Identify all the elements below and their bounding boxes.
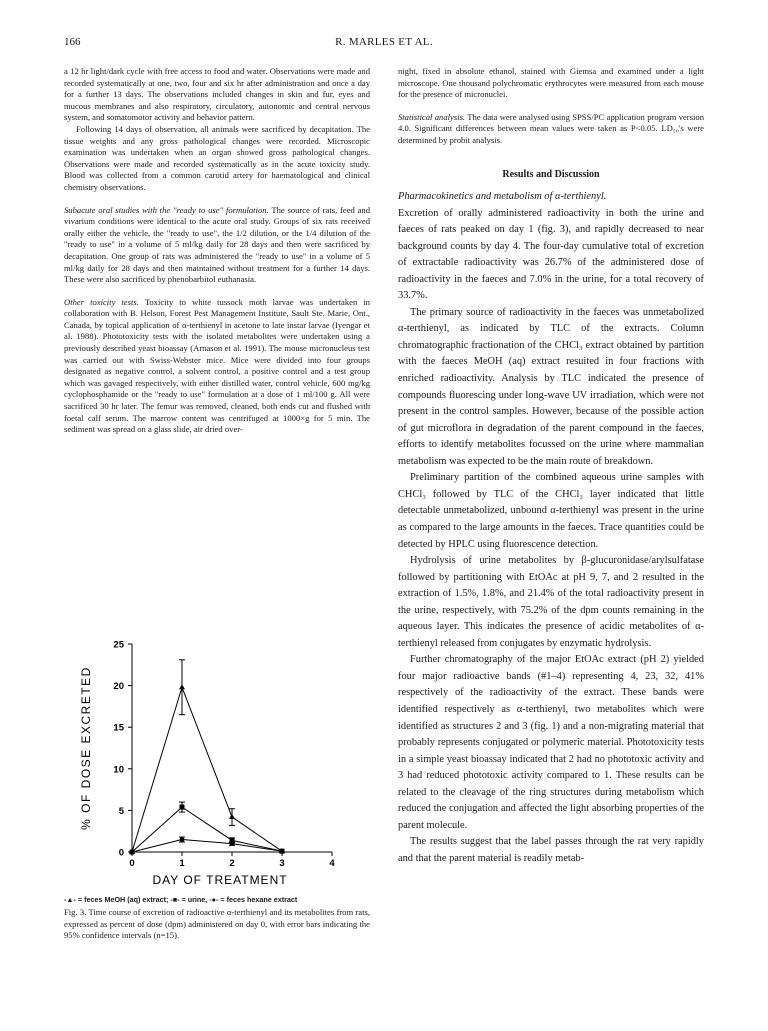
figure-3: [70, 630, 370, 890]
body-paragraph-6: The results suggest that the label passes through the rat very rapidly and that the parent material is readily metab-: [398, 836, 704, 864]
y-tick-label: 0: [118, 847, 124, 859]
x-tick-label: 2: [229, 858, 235, 869]
data-point-triangle: [179, 684, 185, 689]
other-tests-heading: Other toxicity tests.: [64, 296, 139, 307]
data-point-circle: [180, 837, 185, 842]
body-paragraph-2: The primary source of radioactivity in the faeces was unmetabolized α-terthienyl, as indicated by TLC of the extracts. Column chromatographic fractionation of the CHCl₃ extract obtained by partition with the faeces MeOH (aq) extract resuited in four fractions with enriched radioactivity. Analysis by TLC indicated the presence of compounds fluorescing under long-wave UV irradiation, which were not present in the control samples. However, because of the possible action of gut microflora in degradation of the parent compound in the faeces, efforts to identify metabolites focussed on the urine where mammalian metabolism was expected to be the main route of breakdown.: [398, 306, 704, 467]
data-point-triangle: [229, 814, 235, 819]
left-column: [64, 66, 370, 436]
right-paragraph-2: [398, 112, 704, 147]
x-tick-label: 0: [129, 858, 135, 869]
figure-legend: -▲- = feces MeOH (aq) extract; -■- = urine, -●- = feces hexane extract: [64, 895, 298, 904]
series-line-triangle: [132, 687, 282, 852]
series-line-circle: [132, 840, 282, 852]
y-tick-label: 15: [113, 722, 124, 734]
data-point-circle: [230, 841, 235, 846]
data-point-circle: [130, 850, 135, 855]
page-header: [64, 36, 704, 54]
data-point-square: [180, 805, 185, 810]
running-head: R. MARLES ET AL.: [335, 36, 433, 48]
subacute-heading: Subacute oral studies with the "ready to use" formulation.: [64, 204, 269, 215]
y-tick-label: 20: [113, 681, 124, 693]
x-axis-label: DAY OF TREATMENT: [152, 873, 288, 887]
other-tests-text: Toxicity to white tussock moth larvae was undertaken in collaboration with B. Helson, Forest Pest Management Institute, Sault Ste. Marie, Ont., Canada, by topical application of α-terthienyl in acetone to late instar larvae (Iyengar et al. 1988). Phototoxicity tests with the isolated metabolites were undertaken using a previously described yeast bioassay (Arnason et al. 1991). The mouse micronucleus test was carried out with Swiss-Webster mice. Mice were divided into four groups designated as negative control, a solvent control, a positive control and a test group which was gavaged respectively, with either distilled water, control vehicle, 600 mg/kg cyclophosphamide or the "ready to use" formulation at a dose of 1 ml/100 g. All were sacrificed 30 hr later. The femur was removed, cleaned, both ends cut and flushed with foetal calf serum. The marrow content was centrifuged at 1000×g for 5 min. The sediment was spread on a glass slide, air dried over-: [64, 296, 370, 435]
left-paragraph-2: Following 14 days of observation, all animals were sacrificed by decapitation. The tissue weights and any gross pathological changes were recorded. Microscopic examination was undertaken when an organ showed gross pathological changes. Observations were made and recorded systematically as in the acute toxicity study. Blood was collected from a common carotid artery for haematological and clinical chemistry observations.: [64, 123, 370, 192]
y-axis-label: % OF DOSE EXCRETED: [79, 666, 93, 830]
y-tick-label: 25: [113, 639, 124, 651]
y-tick-label: 5: [118, 805, 124, 817]
x-tick-label: 3: [279, 858, 285, 869]
left-paragraph-3: [64, 205, 370, 286]
body-paragraph-1: Excretion of orally administered radioactivity in both the urine and faeces of rats peaked on day 1 (fig. 3), and rapidly decreased to near background counts by day 4. The four-day cumulative total of excretion of extractable radioactivity was 26.7% of the administered dose of radioactivity in the faeces and 7.0% in the urine, for a total recovery of 33.7%.: [398, 207, 704, 302]
x-tick-label: 1: [179, 858, 185, 869]
statistics-text: The data were analysed using SPSS/PC application program version 4.0. Significant differences between mean values were taken as P<0.05. LD₅₀'s were determined by probit analysis.: [398, 111, 704, 145]
figure-caption: Fig. 3. Time course of excretion of radioactive α-terthienyl and its metabolites from rats, expressed as percent of dose (dpm) administered on day 0, with error bars indicating the 95% confidence intervals (n=15).: [64, 907, 370, 941]
body-paragraph-3: Preliminary partition of the combined aqueous urine samples with CHCl₃ followed by TLC of the CHCl₃ layer indicated that little detectable unmetabolized, unbound α-terthienyl was present in the urine as compared to the large amounts in the faeces. Trace quantities could be detected by HPLC using fluorescence detection.: [398, 472, 704, 550]
subacute-text: The source of rats, feed and vivarium conditions were identical to the acute oral study. Groups of six rats received orally either the vehicle, the "ready to use", the 1/2 dilution, or the 1/4 dilution of the "ready to use" in a volume of 5 ml/kg daily for 28 days and then were sacrificed by decapitation. One group of rats was administered the "ready to use" in a volume of 5 ml/kg daily for 28 days and then maintained without treatment for a further 14 days. These were also sacrificed by phenobarbitol euthanasia.: [64, 204, 371, 285]
section-title: Results and Discussion: [502, 168, 600, 180]
x-tick-label: 4: [329, 858, 335, 869]
y-tick-label: 10: [113, 764, 124, 776]
right-paragraph-1: night, fixed in absolute ethanol, stained with Giemsa and examined under a light microscope. One thousand polychromatic erythrocytes were measured from each mouse for the presence of micronuclei.: [398, 66, 704, 100]
body-paragraph-4: Hydrolysis of urine metabolites by β-glucuronidase/arylsulfatase followed by partitioning with EtOAc at pH 9, 7, and 2 resulted in the extraction of 1.5%, 1.8%, and 21.4% of the total radioactivity present in the urine, respectively, with 75.2% of the dpm counts remaining in the aqueous layer. This indicates the presence of acidic metabolites of α-terthienyl released from conjugates by enzymatic hydrolysis.: [398, 555, 704, 649]
subsection-title: Pharmacokinetics and metabolism of α-terthienyl.: [398, 190, 607, 202]
right-column: [398, 66, 704, 867]
excretion-chart: [70, 630, 370, 890]
page-number: 166: [64, 36, 81, 48]
left-paragraph-4: [64, 297, 370, 436]
data-point-circle: [280, 849, 285, 854]
body-paragraph-5: Further chromatography of the major EtOAc extract (pH 2) yielded four major radioactive bands (#1–4) representing 4, 23, 32, 41% respectively of the radioactivity of the extract. These bands were identified respectively as α-terthienyl, two metabolites which were identified as structures 2 and 3 (fig. 1) and a non-migrating material that probably represents conjugated or polymeric material. Phototoxicity tests in a simple yeast bioassay indicated that 2 had no phototoxic activity and 3 had reduced phototoxic activity compared to 1. These results can be related to the cleavage of the ring structures during metabolism which reduced the conjugation and affected the light absorbing properties of the parent molecule.: [398, 654, 704, 831]
statistics-heading: Statistical analysis.: [398, 111, 466, 122]
left-paragraph-1: a 12 hr light/dark cycle with free access to food and water. Observations were made and recorded systematically at one, two, four and six hr after administration and once a day for a further 13 days. The observations included changes in skin and fur, eyes and mucous membranes and also respiratory, circulatory, autonomic and central nervous system, and somatomotor activity and behavior pattern.: [64, 66, 370, 123]
series-line-square: [132, 807, 282, 852]
